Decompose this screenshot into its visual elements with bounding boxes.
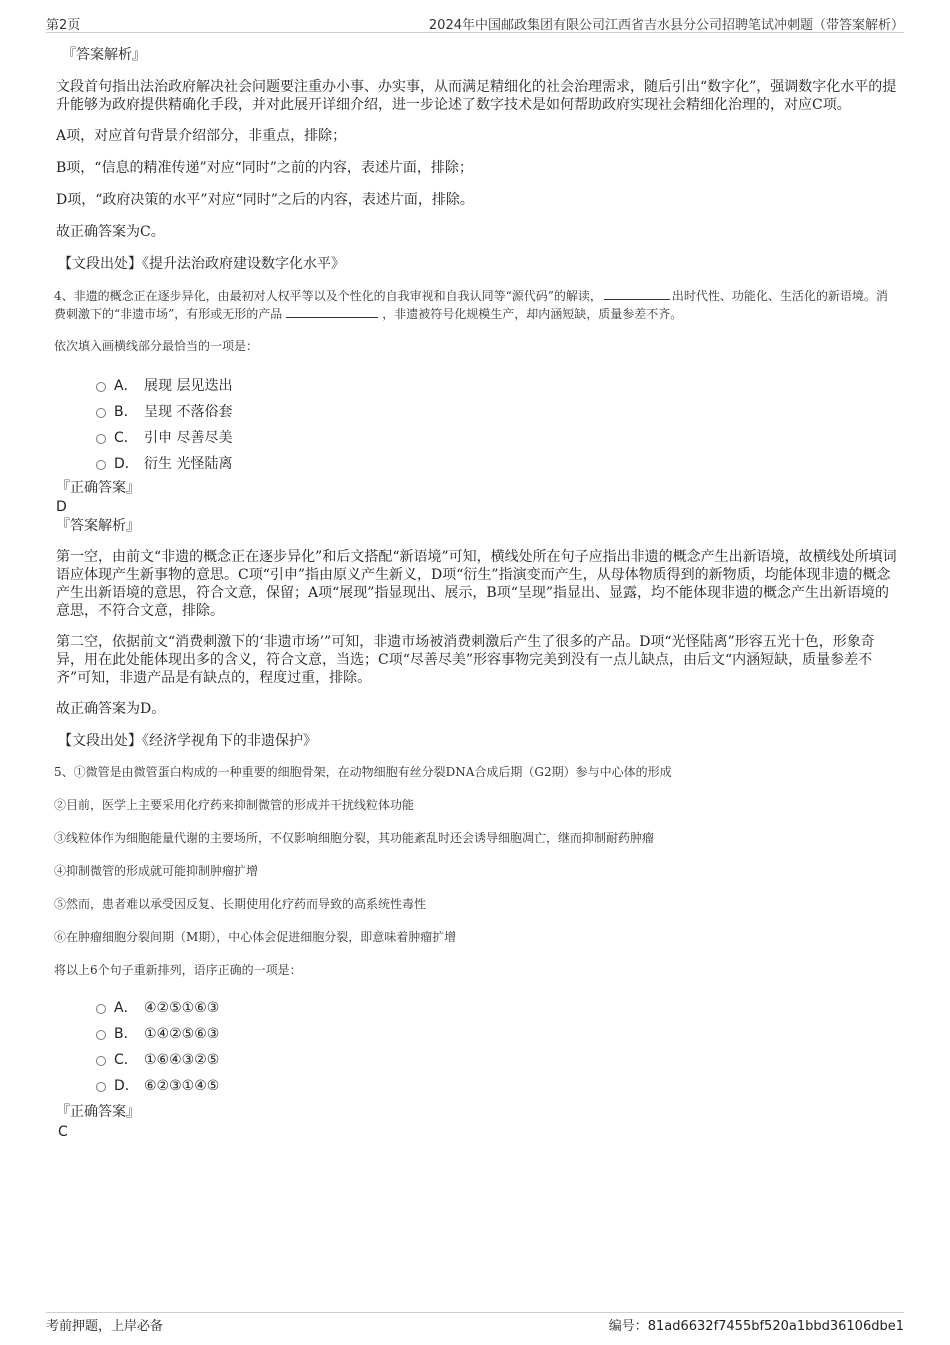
q4-analysis-p1: 第一空，由前文“非遗的概念正在逐步异化”和后文搭配“新语境”可知，横线处所在句子应指出非遗的概念产生出新语境，故横线处所填词语应体现产生新事物的意思。C项“引申”指由原义产生新义，D项“衍生”指演变而产生，从母体物质得到的新物质，均能体现非遗的概念产生出新语境的意思，符合文意，保留；A项“展现”指显现出、展示，B项“呈现”指显出、显露，均不能体现非遗的概念产生出新语境的意思，不符合文意，排除。 — [56, 549, 897, 619]
q4-options — [56, 373, 898, 477]
document-code: 编号：81ad6632f7455bf520a1bbd36106dbe1 — [608, 1319, 904, 1334]
q5-option-a[interactable]: A． ④②⑤①⑥③ — [56, 995, 898, 1021]
q3-source: 【文段出处】《提升法治政府建设数字化水平》 — [58, 256, 345, 272]
page-header — [46, 14, 904, 33]
q4-blank-2 — [286, 305, 378, 318]
q5-option-c[interactable]: C． ①⑥④③②⑤ — [56, 1047, 898, 1073]
q5-options — [56, 995, 898, 1099]
q3-analysis-p2: A项，对应首句背景介绍部分，非重点，排除； — [56, 128, 347, 144]
q5-sentence-5: ⑤然而，患者难以承受因反复、长期使用化疗药而导致的高系统性毒性 — [54, 897, 427, 911]
radio-icon[interactable] — [96, 1056, 106, 1066]
radio-icon[interactable] — [96, 382, 106, 392]
footer-slogan: 考前押题，上岸必备 — [46, 1319, 164, 1334]
q3-analysis-p4: D项，“政府决策的水平”对应“同时”之后的内容，表述片面，排除。 — [56, 192, 474, 208]
radio-icon[interactable] — [96, 1004, 106, 1014]
q4-source: 【文段出处】《经济学视角下的非遗保护》 — [58, 733, 317, 749]
document-title: 2024年中国邮政集团有限公司江西省吉水县分公司招聘笔试冲刺题（带答案解析） — [428, 18, 904, 33]
radio-icon[interactable] — [96, 1082, 106, 1092]
radio-icon[interactable] — [96, 1030, 106, 1040]
q4-analysis-label: 『答案解析』 — [56, 518, 140, 534]
q5-sentence-2: ②目前，医学上主要采用化疗药来抑制微管的形成并干扰线粒体功能 — [54, 798, 415, 812]
q5-sentence-6: ⑥在肿瘤细胞分裂间期（M期），中心体会促进细胞分裂，即意味着肿瘤扩增 — [54, 930, 457, 944]
q4-conclusion: 故正确答案为D。 — [56, 701, 166, 717]
document-body — [56, 46, 898, 1141]
q4-option-a[interactable]: A． 展现 层见迭出 — [56, 373, 898, 399]
q4-analysis-p2: 第二空，依据前文“消费刺激下的‘非遗市场’”可知，非遗市场被消费刺激后产生了很多的产品。D项“光怪陆离”形容五光十色，形象奇异，用在此处能体现出多的含义，符合文意，当选；C项“尽善尽美”形容事物完美到没有一点儿缺点，由后文“内涵短缺，质量参差不齐”可知，非遗产品是有缺点的，程度过重，排除。 — [56, 634, 875, 686]
q3-conclusion: 故正确答案为C。 — [56, 224, 165, 240]
q5-answer-label: 『正确答案』 — [56, 1104, 140, 1120]
q5-answer: C — [58, 1124, 68, 1140]
q5-sentence-4: ④抑制微管的形成就可能抑制肿瘤扩增 — [54, 864, 259, 878]
radio-icon[interactable] — [96, 434, 106, 444]
q4-answer-label: 『正确答案』 — [56, 480, 140, 496]
q3-analysis-label: 『答案解析』 — [62, 47, 146, 63]
q3-analysis-p1: 文段首句指出法治政府解决社会问题要注重办小事、办实事，从而满足精细化的社会治理需求，随后引出“数字化”，强调数字化水平的提升能够为政府提供精确化手段，并对此展开详细介绍，进一步论述了数字技术是如何帮助政府实现社会精细化治理的，对应C项。 — [56, 79, 897, 113]
radio-icon[interactable] — [96, 460, 106, 470]
q4-stem: 4、非遗的概念正在逐步异化，由最初对人权平等以及个性化的自我审视和自我认同等“源代码”的解读， 出时代性、功能化、生活化的新语境。消费刺激下的“非遗市场”，有形或无形的产品 ，非遗被符号化规模生产，却内涵短缺，质量参差不齐。 — [54, 289, 888, 321]
q4-answer: D — [56, 499, 67, 515]
q5-sentence-1: 5、①微管是由微管蛋白构成的一种重要的细胞骨架，在动物细胞有丝分裂DNA合成后期（G2期）参与中心体的形成 — [54, 765, 672, 779]
q5-prompt: 将以上6个句子重新排列，语序正确的一项是： — [54, 963, 302, 977]
q5-option-d[interactable]: D． ⑥②③①④⑤ — [56, 1073, 898, 1099]
q3-analysis-p3: B项，“信息的精准传递”对应“同时”之前的内容，表述片面，排除； — [56, 160, 473, 176]
q4-blank-1 — [604, 287, 670, 300]
q4-option-c[interactable]: C． 引申 尽善尽美 — [56, 425, 898, 451]
page-number: 第2页 — [46, 18, 81, 33]
q4-option-d[interactable]: D． 衍生 光怪陆离 — [56, 451, 898, 477]
q4-option-b[interactable]: B． 呈现 不落俗套 — [56, 399, 898, 425]
q5-sentence-3: ③线粒体作为细胞能量代谢的主要场所，不仅影响细胞分裂，其功能紊乱时还会诱导细胞凋亡，继而抑制耐药肿瘤 — [54, 831, 655, 845]
page-footer — [46, 1312, 904, 1334]
radio-icon[interactable] — [96, 408, 106, 418]
q5-option-b[interactable]: B． ①④②⑤⑥③ — [56, 1021, 898, 1047]
q4-prompt: 依次填入画横线部分最恰当的一项是： — [54, 339, 259, 353]
